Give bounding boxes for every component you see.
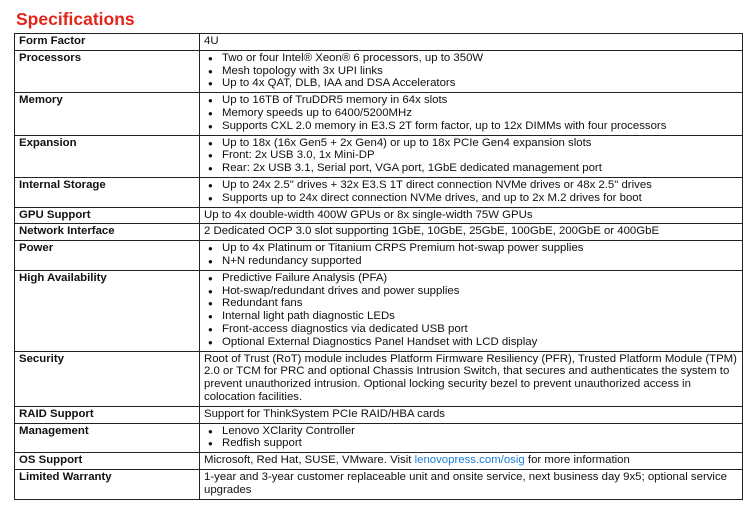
spec-key: Internal Storage xyxy=(15,177,200,207)
spec-key: Network Interface xyxy=(15,224,200,241)
spec-key: OS Support xyxy=(15,453,200,470)
page-title: Specifications xyxy=(16,9,135,29)
spec-row-security xyxy=(15,351,743,406)
spec-row-limited-warranty xyxy=(15,469,743,499)
spec-row-power xyxy=(15,241,743,271)
spec-table xyxy=(14,33,743,500)
spec-value xyxy=(200,135,743,177)
bullet-item: ● Supports up to 24x direct connection NVMe drives, and up to 2x M.2 drives for boot xyxy=(222,192,739,205)
spec-value xyxy=(200,93,743,135)
bullet-item: ● Mesh topology with 3x UPI links xyxy=(222,65,739,78)
os-support-text-end: for more information xyxy=(524,454,630,467)
spec-row-expansion xyxy=(15,135,743,177)
spec-row-internal-storage xyxy=(15,177,743,207)
bullet-item: ● N+N redundancy supported xyxy=(222,255,739,268)
bullet-item: ● Up to 18x (16x Gen5 + 2x Gen4) or up to 18x PCIe Gen4 expansion slots xyxy=(222,137,739,150)
os-support-text: Microsoft, Red Hat, SUSE, VMware. Visit xyxy=(204,454,415,467)
bullet-item: ● Memory speeds up to 6400/5200MHz xyxy=(222,107,739,120)
spec-row-raid-support xyxy=(15,406,743,423)
spec-value xyxy=(200,270,743,351)
spec-key: Power xyxy=(15,241,200,271)
bullet-item: ● Predictive Failure Analysis (PFA) xyxy=(222,272,739,285)
bullet-item: ● Optional External Diagnostics Panel Handset with LCD display xyxy=(222,336,739,349)
bullet-item: ● Front: 2x USB 3.0, 1x Mini-DP xyxy=(222,149,739,162)
spec-value: 2 Dedicated OCP 3.0 slot supporting 1GbE, 10GbE, 25GbE, 100GbE, 200GbE or 400GbE xyxy=(200,224,743,241)
spec-value: Up to 4x double-width 400W GPUs or 8x single-width 75W GPUs xyxy=(200,207,743,224)
spec-value xyxy=(200,423,743,453)
osig-link[interactable]: lenovopress.com/osig xyxy=(414,454,525,467)
bullet-item: ● Up to 16TB of TruDDR5 memory in 64x slots xyxy=(222,94,739,107)
spec-key: GPU Support xyxy=(15,207,200,224)
spec-row-os-support xyxy=(15,453,743,470)
bullet-item: ● Lenovo XClarity Controller xyxy=(222,425,739,438)
bullet-item: ● Up to 4x Platinum or Titanium CRPS Premium hot-swap power supplies xyxy=(222,242,739,255)
spec-key: Security xyxy=(15,351,200,406)
bullet-item: ● Internal light path diagnostic LEDs xyxy=(222,310,739,323)
spec-key: High Availability xyxy=(15,270,200,351)
spec-row-processors xyxy=(15,50,743,92)
spec-key: RAID Support xyxy=(15,406,200,423)
bullet-item: ● Supports CXL 2.0 memory in E3.S 2T form factor, up to 12x DIMMs with four processors xyxy=(222,120,739,133)
spec-value xyxy=(200,453,743,470)
bullet-item: ● Redfish support xyxy=(222,437,739,450)
spec-row-management xyxy=(15,423,743,453)
spec-value xyxy=(200,241,743,271)
spec-key: Management xyxy=(15,423,200,453)
bullet-item: ● Hot-swap/redundant drives and power supplies xyxy=(222,285,739,298)
spec-key: Processors xyxy=(15,50,200,92)
spec-row-memory xyxy=(15,93,743,135)
spec-value: Support for ThinkSystem PCIe RAID/HBA cards xyxy=(200,406,743,423)
spec-row-gpu-support xyxy=(15,207,743,224)
bullet-item: ● Front-access diagnostics via dedicated USB port xyxy=(222,323,739,336)
bullet-item: ● Rear: 2x USB 3.1, Serial port, VGA port, 1GbE dedicated management port xyxy=(222,162,739,175)
spec-key: Expansion xyxy=(15,135,200,177)
spec-row-network-interface xyxy=(15,224,743,241)
spec-value: 4U xyxy=(200,34,743,51)
spec-row-high-availability xyxy=(15,270,743,351)
spec-key: Form Factor xyxy=(15,34,200,51)
spec-key: Limited Warranty xyxy=(15,469,200,499)
spec-value: Root of Trust (RoT) module includes Platform Firmware Resiliency (PFR), Trusted Platform Module (TPM) 2.0 or TCM for PRC and optional Chassis Intrusion Switch, that secures and authenticates the system to prevent unauthorized intrusion. Optional locking security bezel to prevent unauthorized access in colocation facilities. xyxy=(200,351,743,406)
bullet-item: ● Two or four Intel® Xeon® 6 processors, up to 350W xyxy=(222,52,739,65)
bullet-item: ● Up to 4x QAT, DLB, IAA and DSA Accelerators xyxy=(222,77,739,90)
spec-row-form-factor xyxy=(15,34,743,51)
spec-value xyxy=(200,50,743,92)
bullet-item: ● Up to 24x 2.5" drives + 32x E3.S 1T direct connection NVMe drives or 48x 2.5" drives xyxy=(222,179,739,192)
bullet-item: ● Redundant fans xyxy=(222,297,739,310)
spec-value: 1-year and 3-year customer replaceable unit and onsite service, next business day 9x5; optional service upgrades xyxy=(200,469,743,499)
spec-key: Memory xyxy=(15,93,200,135)
spec-value xyxy=(200,177,743,207)
